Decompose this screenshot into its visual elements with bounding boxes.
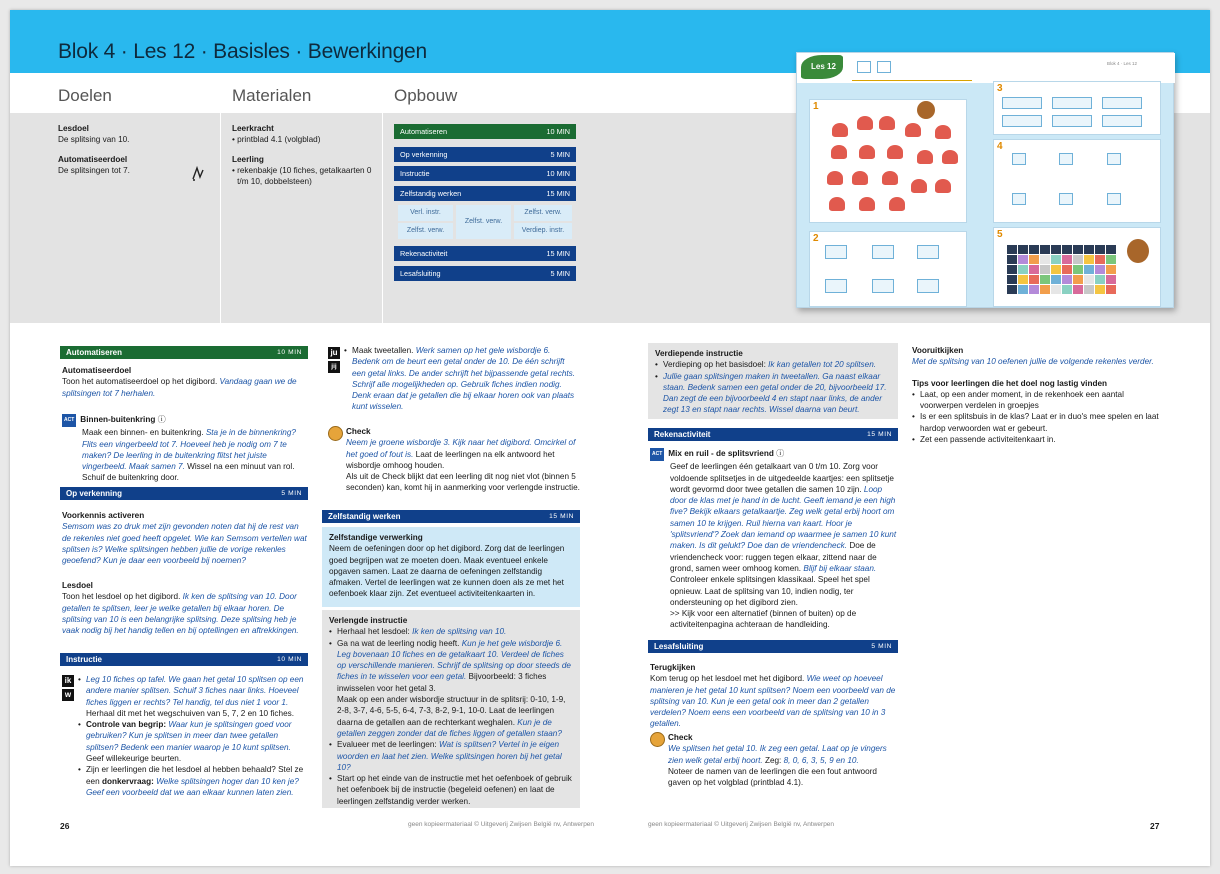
panel-zelfstandige-verwerking: Zelfstandige verwerking Neem de oefeningen door op het digibord. Zorg dat de leerlingen goed begrijpen wat ze moeten doen. Maak eventueel enkele opgaven samen. Laat ze daarna de oefeningen zelfstandig afmaken. Vertel de leerlingen wat ze kunnen doen als ze met het oefenboek klaar zijn. Zet eventueel activiteitenkaarten in. [322, 527, 580, 607]
grid-cell [1007, 285, 1017, 294]
act-badge: ACT [62, 414, 76, 427]
grid-cell [1018, 285, 1028, 294]
clock-icon: ⓘ [157, 415, 166, 424]
les-leaf-badge: Les 12 [801, 55, 843, 79]
grid-cell [1040, 255, 1050, 264]
grid-cell [1073, 245, 1083, 254]
act-badge: ACT [650, 448, 664, 461]
check-icon [328, 426, 343, 441]
pencil-signature-icon [190, 165, 206, 183]
grid-cell [1073, 285, 1083, 294]
grid-cell [1040, 285, 1050, 294]
grid-cell [1051, 275, 1061, 284]
grid-cell [1095, 275, 1105, 284]
grid-cell [1040, 245, 1050, 254]
grid-cell [1084, 255, 1094, 264]
grid-cell [1040, 275, 1050, 284]
grid-cell [1018, 245, 1028, 254]
pupil-page-thumbnail: Les 12 Blok 4 · Les 12 1 2 3 4 5 [796, 52, 1174, 308]
activity-binnen-buitenkring: ACT Binnen-buitenkring ⓘ Maak een binnen- en buitenkring. Sta je in de binnenkring? Flits een vingerbeeld tot 7. Hoeveel heb je nodig om 7 te maken? De leerling in de buitenkring flitst het juiste vingerbeeld. Maak samen 7. Wissel na een minuut van rol. Schuif de buitenkring door. [64, 415, 296, 483]
grid-cell [1095, 265, 1105, 274]
footer-right: geen kopieermateriaal © Uitgeverij Zwijsen België nv, Antwerpen [648, 821, 835, 828]
opbouw-bar-opverkenning: Op verkenning 5 MIN [394, 147, 576, 162]
grid-cell [1051, 285, 1061, 294]
grid-cell [1095, 255, 1105, 264]
grid-cell [1095, 245, 1105, 254]
heading-zelfstandig-werken: Zelfstandig werken 15 MIN [322, 510, 580, 523]
grid-cell [1106, 255, 1116, 264]
heading-automatiseren: Automatiseren 10 MIN [60, 346, 308, 359]
grid-cell [1073, 265, 1083, 274]
grid-cell [1040, 265, 1050, 274]
grid-cell [1084, 275, 1094, 284]
heading-op-verkenning: Op verkenning 5 MIN [60, 487, 308, 500]
page-spread: Blok 4 · Les 12 · Basisles · Bewerkingen Doelen Materialen Opbouw Lesdoel De splitsing van 10. Automatiseerdoel De splitsingen tot 7. Leerkracht • printblad 4.1 (volgblad) Leerling • rekenbakje (10 fiches, getalkaarten 0 t/m 10, dobbelsteen) Automatiseren 10 MIN Op verkenning 5 MIN Instructie 10 MIN Zelfstandig werken 15 MIN Verl. instr. Zelfst. verw. Zelfst. verw. Zelfst. verw. Verdiep. instr. Rekenactiviteit 15 MIN Lesafsluiting 5 MIN Les 12 Blok 4 · Les 12 1 2 3 4 5 Automatiseren 10 MIN Automatiseerdoel Toon het automatiseerdoel op het digibord. Vandaag gaan we de splitsingen tot 7 herhalen. ACT Binnen-buitenkring ⓘ Maak een binnen- en buitenkring. Sta je in de binnenkring? Flits een vingerbeeld tot 7. Hoeveel heb je nodig om 7 te maken? De leerling in de buitenkring flitst het juiste vingerbeeld. Maak samen 7. Wissel na een minuut van rol. Schuif de buitenkring door. Op verkenning 5 MIN Voorkennis activeren Semsom was zo druk met zijn gevonden noten dat hij de rest van de rekenles niet goed heeft opgelet. Wie kan Semsom vertellen wat splitsen is? Welke splitsingen hebben jullie de vorige rekenles geoefend? Kun je daar een voorbeeld bij noemen? Lesdoel Toon het lesdoel op het digibord. Ik ken de splitsing van 10. Door getallen te splitsen, leer je welke getallen bij elkaar horen. De splitsing van 10 is een belangrijke splitsing. Deze splitsing heb je vaak nodig bij het handig tellen en bij optellingen en aftrekkingen. Instructie 10 MIN ik w • Leg 10 fiches op tafel. We gaan het getal 10 splitsen op een andere manier splitsen. Schuif 3 fiches naar links. Hoeveel fiches liggen er rechts? Tel handig, tel dus niet 1 voor 1. Herhaal dit met het wegschuiven van 5, 7, 2 en 10 fiches. • Controle van begrip: Waar kun je splitsingen goed voor gebruiken? Kun je splitsen in meer dan twee getallen splitsen? Bedenk een manier waarop je 10 kunt splitsen. Geef willekeurige beurten. • Zijn er leerlingen die het lesdoel al hebben behaald? Stel ze een donkervraag: Welke splitsingen hoger dan 10 ken je? Geef een voorbeeld dat we aan elkaar kunnen laten zien. 26 ju jij • Maak tweetallen. Werk samen op het gele wisbordje 6. Bedenk om de beurt een getal onder de 10. De één schrijft een getal links. De ander schrijft het bijpassende getal rechts. Schrijf alle mogelijkheden op. Gebruik fiches indien nodig. Denk eraan dat je getallen die bij elkaar horen ook van plaats kunt wisselen. Check Neem je groene wisbordje 3. Kijk naar het digibord. Omcirkel of het goed of fout is. Laat de leerlingen na elk antwoord het wisbordje omhoog houden. Als uit de Check blijkt dat een leerling dit nog niet vlot (binnen 5 seconden) kan, komt hij in aanmerking voor verlengde instructie. Zelfstandig werken 15 MIN Zelfstandige verwerking Neem de oefeningen door op het digibord. Zorg dat de leerlingen goed begrijpen wat ze moeten doen. Maak eventueel enkele opgaven samen. Laat ze daarna de oefeningen zelfstandig afmaken. Vertel de leerlingen wat ze kunnen doen als ze met het oefenboek klaar zijn. Zet eventueel activiteitenkaarten in. Verlengde instructie • Herhaal het lesdoel: Ik ken de splitsing van 10. • Ga na wat de leerling nodig heeft. Kun je het gele wisbordje 6. Leg bovenaan 10 fiches en de getalkaart 10. Verdeel de fiches op verschillende manieren. Schrijf de splitsing op door steeds de fiches in te wisselen voor een getal. Bijvoorbeeld: 3 fiches inwisselen voor het getal 3. Maak op een ander wisbordje structuur in de splitsrij: 0-10, 1-9, 2-8, 3-7, 4-6, 5-5, 6-4, 7-3, 8-2, 9-1, 10-0. Laat de leerlingen daarna de getallen aan de rechterkant weghalen. Kun je de getallen zeggen zonder dat de fiches liggen of getallen staan? • Evalueer met de leerlingen: Wat is splitsen? Vertel in je eigen woorden en laat het zien. Welke splitsingen horen bij het getal 10? • Start op het einde van de instructie met het oefenboek of gebruik het oefenboek bij de instructie (begeleid oefenen) en laat de leerlingen zelfstandig verder werken. geen kopieermateriaal © Uitgeverij Zwijsen België nv, Antwerpen Verdiepende instructie • Verdieping op het basisdoel: Ik kan getallen tot 20 splitsen. • Jullie gaan splitsingen maken in tweetallen. Ga naast elkaar staan. Bedenk samen een getal onder de 20, bijvoorbeeld 17. Dan zegt de een bijvoorbeeld 4 en stapt naar links, de ander zegt 13 en stapt naar rechts. Wissel daarna van beurt. Rekenactiviteit 15 MIN ACT Mix en ruil - de splitsvriend ⓘ Geef de leerlingen één getalkaart van 0 t/m 10. Zorg voor voldoende splitsetjes in de uitgedeelde kaartjes: een splitsetje wordt gevormd door twee getallen die samen 10 zijn. Loop door de klas met je hand in de lucht. Geeft iemand je een high five? Bekijk elkaars getalkaartje. Zeg welk getal erbij hoort om samen 10 te krijgen. Ruil hierna van kaart. Hoor je 'splitsvriend'? Zoek dan iemand op waarmee je samen 10 kunt maken. Is dit gelukt? Doe dan de vriendencheck. Doe de vriendencheck voor: ruggen tegen elkaar, zittend naar de grond, samen weer omhoog komen. Blijf bij elkaar staan. Controleer enkele splitsingen klassikaal. Speel het spel opnieuw. Laat de splitsing van 10, indien nodig, ter ondersteuning op het digibord zien. >> Kijk voor een alternatief (binnen of buiten) op de activiteitenpagina achteraan de handleiding. Lesafsluiting 5 MIN Terugkijken Kom terug op het lesdoel met het digibord. Wie weet op hoeveel manieren je het getal 10 kunt splitsen? Noem een voorbeeld van de splitsing van 10. Kun je een getal ook in meer dan 2 getallen verdelen? Noem eens een voorbeeld van de splitsing van 10 in 3 getallen. Check We splitsen het getal 10. Ik zeg een getal. Laat op je vingers zien welk getal erbij hoort. Zeg: 8, 0, 6, 3, 5, 9 en 10. Noteer de namen van de leerlingen die een fout antwoord gaven op het volgblad (printblad 4.1). geen kopieermateriaal © Uitgeverij Zwijsen België nv, Antwerpen Vooruitkijken Met de splitsing van 10 oefenen jullie de volgende rekenles verder. Tips voor leerlingen die het doel nog lastig vinden • Laat, op een ander moment, in de rekenhoek een aantal voorwerpen verdelen in groepjes • Is er een splitsbuis in de klas? Laat er in duo's mee spelen en laat hardop verwoorden wat er gebeurt. • Zet een passende activiteitenkaart in. 27 [10, 10, 1210, 866]
grid-cell [1007, 245, 1017, 254]
activity-mix-en-ruil: ACT Mix en ruil - de splitsvriend ⓘ Geef de leerlingen één getalkaart van 0 t/m 10. Zorg voor voldoende splitsetjes in de uitgedeelde kaartjes: een splitsetje wordt gevormd door twee getallen die samen 10 zijn. Loop door de klas met je hand in de lucht. Geeft iemand je een high five? Bekijk elkaars getalkaartje. Zeg welk getal erbij hoort om samen 10 te krijgen. Ruil hierna van kaart. Hoor je 'splitsvriend'? Zoek dan iemand op waarmee je samen 10 kunt maken. Is dit gelukt? Doe dan de vriendencheck. Doe de vriendencheck voor: ruggen tegen elkaar, zittend naar de grond, samen weer omhoog komen. Blijf bij elkaar staan. Controleer enkele splitsingen klassikaal. Speel het spel opnieuw. Laat de splitsing van 10, indien nodig, ter ondersteuning op het digibord zien. >> Kijk voor een alternatief (binnen of buiten) op de activiteitenpagina achteraan de handleiding. [652, 449, 897, 630]
section-doelen: Doelen [58, 86, 112, 105]
grid-cell [1073, 275, 1083, 284]
opbouw-bar-automatiseren: Automatiseren 10 MIN [394, 124, 576, 139]
grid-cell [1018, 255, 1028, 264]
opbouw-bar-lesafsluiting: Lesafsluiting 5 MIN [394, 266, 576, 281]
ju-badge: ju [328, 347, 340, 359]
page-number-left: 26 [60, 821, 70, 831]
grid-cell [1029, 255, 1039, 264]
opbouw-bar-rekenactiviteit: Rekenactiviteit 15 MIN [394, 246, 576, 261]
heading-instructie: Instructie 10 MIN [60, 653, 308, 666]
grid-cell [1062, 285, 1072, 294]
grid-cell [1073, 255, 1083, 264]
doelen-block: Lesdoel De splitsing van 10. Automatiseerdoel De splitsingen tot 7. [58, 124, 130, 175]
grid-cell [1095, 285, 1105, 294]
grid-cell [1029, 245, 1039, 254]
grid-cell [1084, 265, 1094, 274]
ik-badge: ik [62, 675, 74, 687]
grid-cell [1007, 255, 1017, 264]
grid-cell [1029, 275, 1039, 284]
grid-cell [1051, 265, 1061, 274]
grid-cell [1106, 265, 1116, 274]
section-materialen: Materialen [232, 86, 312, 105]
grid-cell [1062, 275, 1072, 284]
grid-cell [1007, 275, 1017, 284]
grid-cell [1062, 255, 1072, 264]
page-number-right: 27 [1150, 821, 1160, 831]
heading-lesafsluiting: Lesafsluiting 5 MIN [648, 640, 898, 653]
grid-cell [1029, 265, 1039, 274]
exercise-panel-2 [809, 231, 967, 307]
grid-cell [1007, 265, 1017, 274]
section-opbouw: Opbouw [394, 86, 458, 105]
panel-verdiepende-instructie: Verdiepende instructie • Verdieping op het basisdoel: Ik kan getallen tot 20 splitsen. • Jullie gaan splitsingen maken in tweetallen. Ga naast elkaar staan. Bedenk samen een getal onder de 20, bijvoorbeeld 17. Dan zegt de een bijvoorbeeld 4 en stapt naar links, de ander zegt 13 en stapt naar rechts. Wissel daarna van beurt. [648, 343, 898, 419]
materialen-block: Leerkracht • printblad 4.1 (volgblad) Leerling • rekenbakje (10 fiches, getalkaarten 0 t/m 10, dobbelsteen) [232, 124, 372, 186]
grid-cell [1106, 245, 1116, 254]
opbouw-bar-instructie: Instructie 10 MIN [394, 166, 576, 181]
grid-cell [1062, 245, 1072, 254]
grid-cell [1084, 245, 1094, 254]
grid-cell [1018, 275, 1028, 284]
grid-cell [1062, 265, 1072, 274]
heading-rekenactiviteit: Rekenactiviteit 15 MIN [648, 428, 898, 441]
exercise-panel-4 [993, 139, 1161, 223]
footer-left: geen kopieermateriaal © Uitgeverij Zwijsen België nv, Antwerpen [408, 821, 595, 828]
monkey-icon [1127, 239, 1149, 263]
grid-cell [1106, 275, 1116, 284]
panel-verlengde-instructie: Verlengde instructie • Herhaal het lesdoel: Ik ken de splitsing van 10. • Ga na wat de leerling nodig heeft. Kun je het gele wisbordje 6. Leg bovenaan 10 fiches en de getalkaart 10. Verdeel de fiches op verschillende manieren. Schrijf de splitsing op door steeds de fiches in te wisselen voor een getal. Bijvoorbeeld: 3 fiches inwisselen voor het getal 3. Maak op een ander wisbordje structuur in de splitsrij: 0-10, 1-9, 2-8, 3-7, 4-6, 5-5, 6-4, 7-3, 8-2, 9-1, 10-0. Laat de leerlingen daarna de getallen aan de rechterkant weghalen. Kun je de getallen zeggen zonder dat de fiches liggen of getallen staan? • Evalueer met de leerlingen: Wat is splitsen? Vertel in je eigen woorden en laat het zien. Welke splitsingen horen bij het getal 10? • Start op het einde van de instructie met het oefenboek of gebruik het oefenboek bij de instructie (begeleid oefenen) en laat de leerlingen zelfstandig verder werken. [322, 610, 580, 808]
page-title: Blok 4 · Les 12 · Basisles · Bewerkingen [58, 40, 428, 63]
grid-cell [1051, 255, 1061, 264]
clock-icon: ⓘ [776, 449, 785, 458]
opbouw-bar-zelfstandig: Zelfstandig werken 15 MIN [394, 186, 576, 201]
jij-badge: jij [328, 361, 340, 373]
grid-cell [1018, 265, 1028, 274]
grid-cell [1051, 245, 1061, 254]
grid-cell [1106, 285, 1116, 294]
check-icon [650, 732, 665, 747]
grid-cell [1029, 285, 1039, 294]
grid-cell [1084, 285, 1094, 294]
w-badge: w [62, 689, 74, 701]
monkey-icon [917, 101, 935, 119]
